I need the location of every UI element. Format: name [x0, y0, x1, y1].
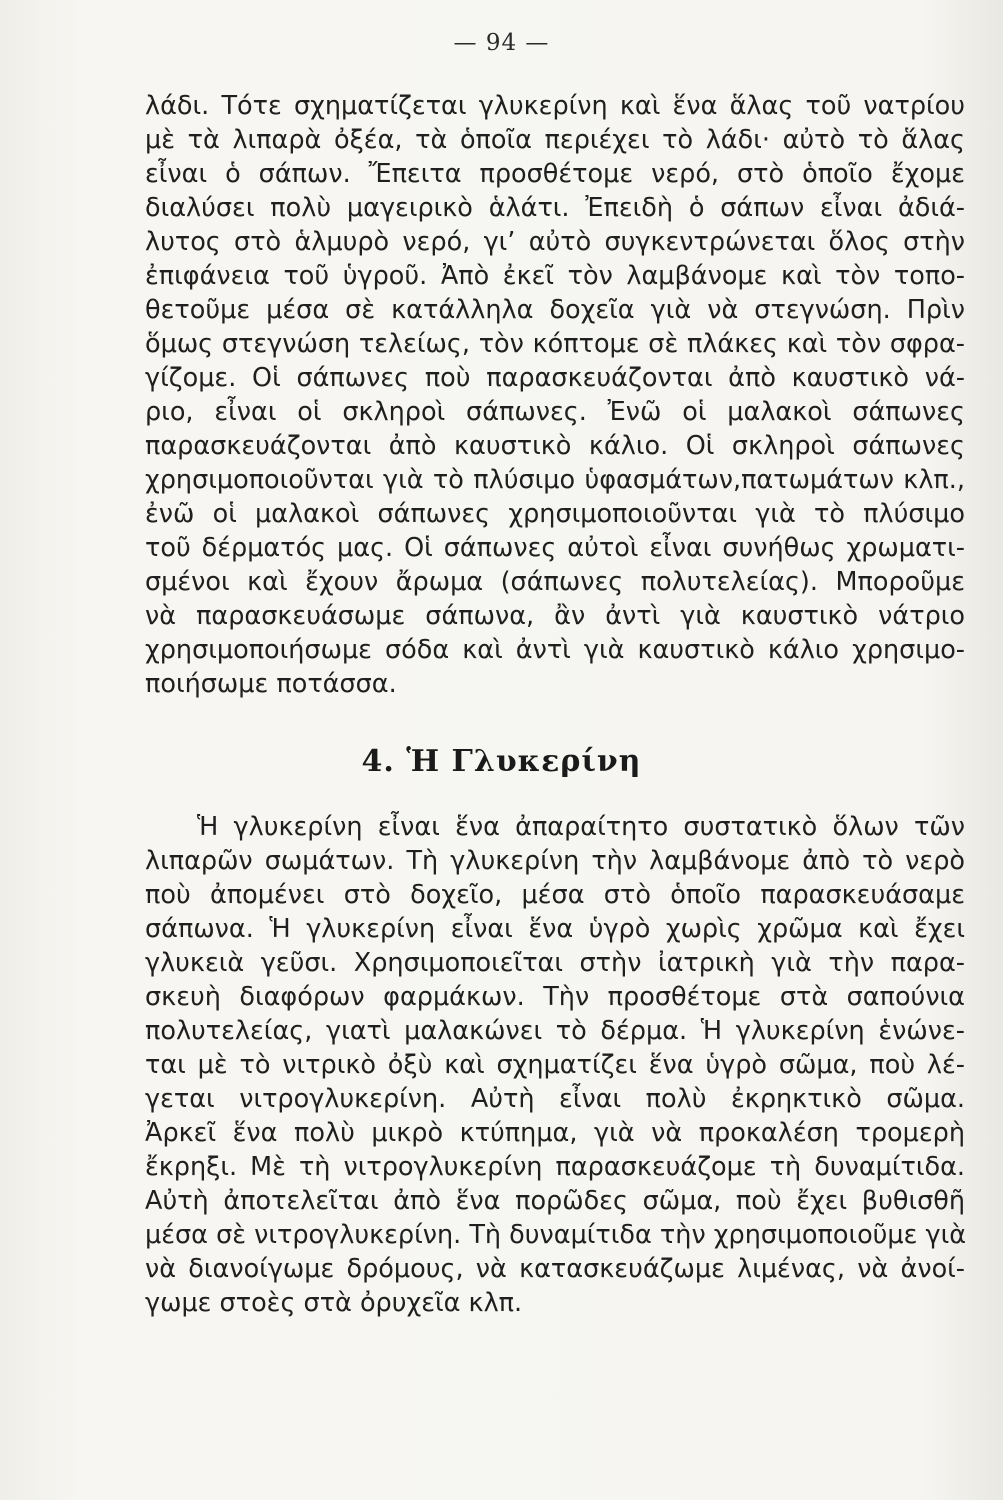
text-line: Αὐτὴ ἀποτελεῖται ἀπὸ ἕνα πορῶδες σῶμα, ποὺ ἔχει βυθισθῆ: [145, 1186, 965, 1216]
section-heading: 4. Ἡ Γλυκερίνη: [361, 744, 642, 779]
page-number: — 94 —: [453, 30, 550, 56]
text-line: λιπαρῶν σωμάτων. Τὴ γλυκερίνη τὴν λαμβάνομε ἀπὸ τὸ νερὸ: [145, 846, 965, 876]
text-line: σάπωνα. Ἡ γλυκερίνη εἶναι ἕνα ὑγρὸ χωρὶς χρῶμα καὶ ἔχει: [145, 914, 965, 944]
text-line: μέσα σὲ νιτρογλυκερίνη. Τὴ δυναμίτιδα τὴν χρησιμοποιοῦμε γιὰ: [145, 1220, 967, 1250]
text-line: ται μὲ τὸ νιτρικὸ ὀξὺ καὶ σχηματίζει ἕνα ὑγρὸ σῶμα, ποὺ λέ-: [145, 1050, 965, 1080]
text-line: τοῦ δέρματός μας. Οἱ σάπωνες αὐτοὶ εἶναι συνήθως χρωματι-: [145, 533, 965, 563]
text-line: χρησιμοποιοῦνται γιὰ τὸ πλύσιμο ὑφασμάτων,πατωμάτων κλπ.,: [145, 465, 965, 495]
text-line: λάδι. Τότε σχηματίζεται γλυκερίνη καὶ ἕνα ἅλας τοῦ νατρίου: [145, 91, 965, 121]
text-line: σμένοι καὶ ἔχουν ἄρωμα (σάπωνες πολυτελείας). Μποροῦμε: [145, 567, 965, 597]
paragraph-glycerin: [145, 810, 965, 1320]
text-line: ἐνῶ οἱ μαλακοὶ σάπωνες χρησιμοποιοῦνται γιὰ τὸ πλύσιμο: [145, 499, 965, 529]
text-line: γεται νιτρογλυκερίνη. Αὐτὴ εἶναι πολὺ ἐκρηκτικὸ σῶμα.: [145, 1084, 965, 1114]
text-line: μὲ τὰ λιπαρὰ ὀξέα, τὰ ὁποῖα περιέχει τὸ λάδι· αὐτὸ τὸ ἅλας: [145, 125, 965, 155]
text-line: ἐπιφάνεια τοῦ ὑγροῦ. Ἀπὸ ἐκεῖ τὸν λαμβάνομε καὶ τὸν τοπο-: [145, 261, 965, 291]
text-line: ποιήσωμε ποτάσσα.: [145, 669, 397, 699]
text-line: χρησιμοποιήσωμε σόδα καὶ ἀντὶ γιὰ καυστικὸ κάλιο χρησιμο-: [145, 635, 965, 665]
text-line: σκευὴ διαφόρων φαρμάκων. Τὴν προσθέτομε στὰ σαπούνια: [145, 982, 965, 1012]
text-line: πολυτελείας, γιατὶ μαλακώνει τὸ δέρμα. Ἡ γλυκερίνη ἑνώνε-: [145, 1016, 965, 1046]
text-line: ἔκρηξι. Μὲ τὴ νιτρογλυκερίνη παρασκευάζομε τὴ δυναμίτιδα.: [145, 1152, 965, 1182]
text-line: παρασκευάζονται ἀπὸ καυστικὸ κάλιο. Οἱ σκληροὶ σάπωνες: [145, 431, 965, 461]
text-line: ποὺ ἀπομένει στὸ δοχεῖο, μέσα στὸ ὁποῖο παρασκευάσαμε: [145, 880, 965, 910]
paragraph-soap: [145, 89, 965, 701]
text-line: νὰ παρασκευάσωμε σάπωνα, ἂν ἀντὶ γιὰ καυστικὸ νάτριο: [145, 601, 965, 631]
text-line: διαλύσει πολὺ μαγειρικὸ ἁλάτι. Ἐπειδὴ ὁ σάπων εἶναι ἀδιά-: [145, 193, 965, 223]
text-line: ὅμως στεγνώση τελείως, τὸν κόπτομε σὲ πλάκες καὶ τὸν σφρα-: [145, 329, 965, 359]
text-line: γωμε στοὲς στὰ ὀρυχεῖα κλπ.: [145, 1288, 523, 1318]
text-line: ριο, εἶναι οἱ σκληροὶ σάπωνες. Ἐνῶ οἱ μαλακοὶ σάπωνες: [145, 397, 965, 427]
text-line: Ἀρκεῖ ἕνα πολὺ μικρὸ κτύπημα, γιὰ νὰ προκαλέση τρομερὴ: [145, 1118, 965, 1148]
text-line: νὰ διανοίγωμε δρόμους, νὰ κατασκευάζωμε λιμένας, νὰ ἀνοί-: [145, 1254, 965, 1284]
text-line: εἶναι ὁ σάπων. Ἔπειτα προσθέτομε νερό, στὸ ὁποῖο ἔχομε: [145, 159, 965, 189]
text-line: θετοῦμε μέσα σὲ κατάλληλα δοχεῖα γιὰ νὰ στεγνώση. Πρὶν: [145, 295, 965, 325]
text-line: γλυκειὰ γεῦσι. Χρησιμοποιεῖται στὴν ἰατρικὴ γιὰ τὴν παρα-: [145, 948, 965, 978]
text-line: λυτος στὸ ἁλμυρὸ νερό, γι’ αὐτὸ συγκεντρώνεται ὅλος στὴν: [145, 227, 965, 257]
text-line: γίζομε. Οἱ σάπωνες ποὺ παρασκευάζονται ἀπὸ καυστικὸ νά-: [145, 363, 965, 393]
text-line: Ἡ γλυκερίνη εἶναι ἕνα ἀπαραίτητο συστατικὸ ὅλων τῶν: [197, 812, 965, 842]
